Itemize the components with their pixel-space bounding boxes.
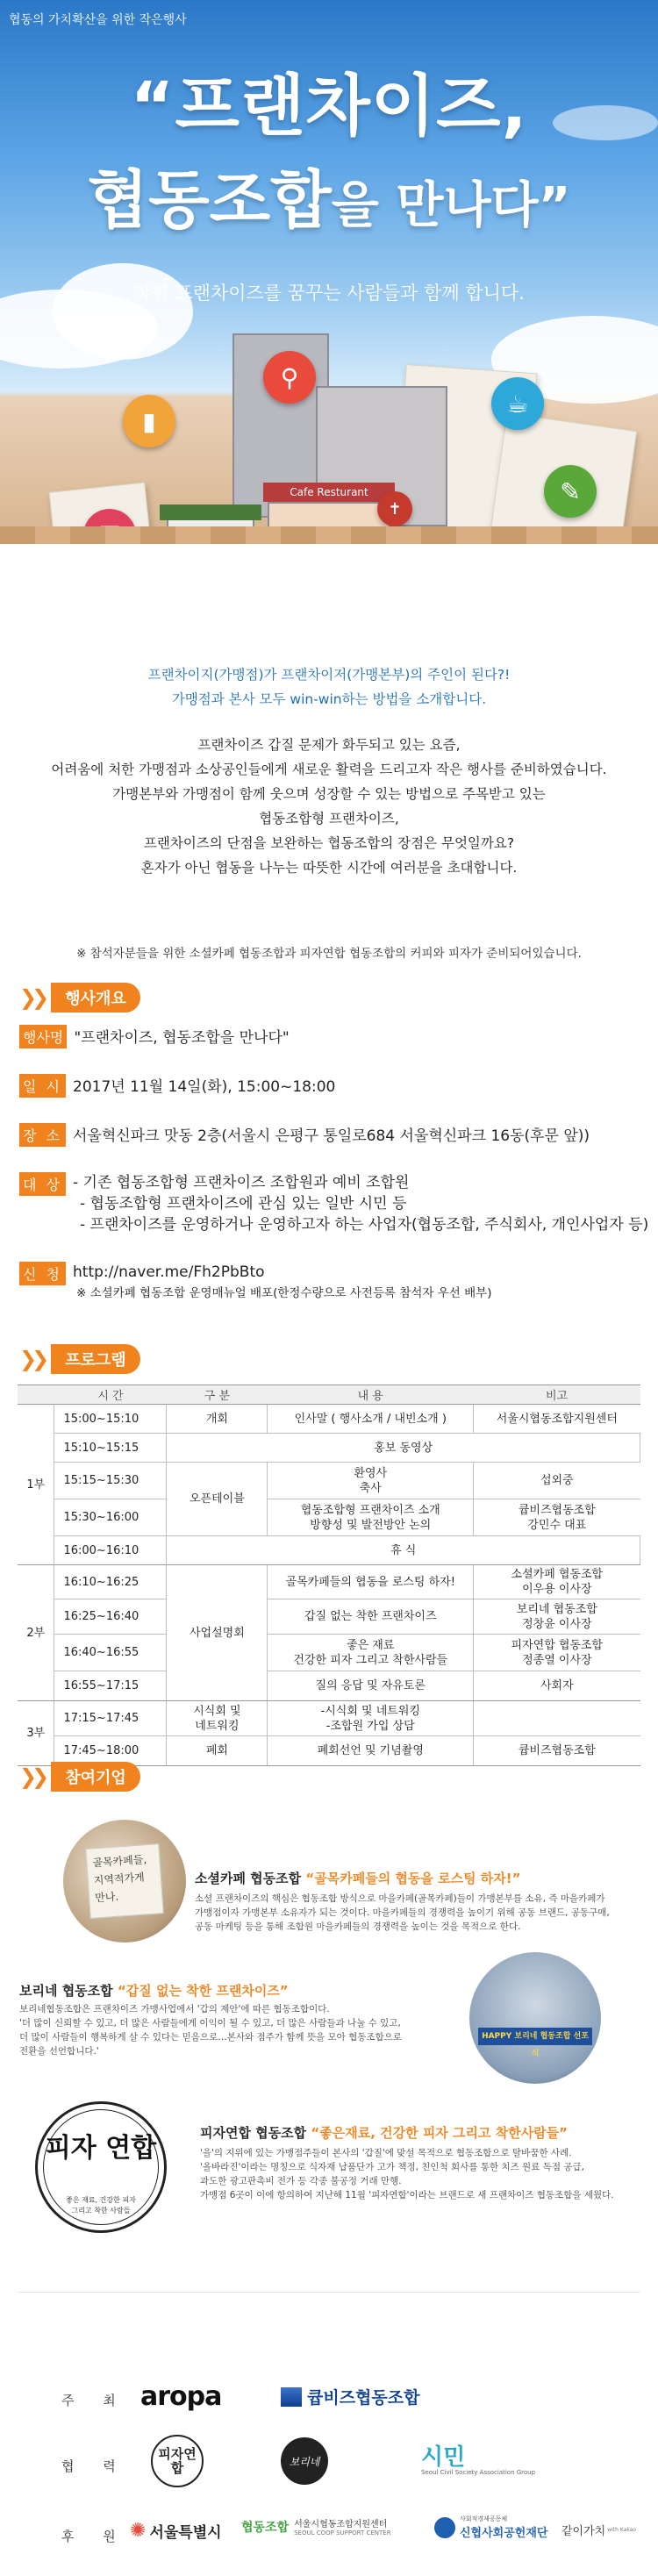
header-part [18,1385,54,1405]
refreshment-note: ※ 참석자분들을 위한 소셜카페 협동조합과 피자연합 협동조합의 커피와 피자가 준비되어있습니다. [76,947,582,961]
section-title: 참여기업 [51,1762,140,1792]
cell-time: 16:25~16:40 [54,1599,167,1635]
apply-link[interactable]: http://naver.me/Fh2PbBto [73,1263,265,1281]
cell-remark: 서울시협동조합지원센터 [474,1405,640,1434]
cell-gubun: 폐회 [167,1736,268,1766]
house-roof [160,504,261,520]
aropa-logo: aropa [140,2381,222,2412]
coffee-icon: ☕ [491,377,544,430]
chart-icon: ▮ [123,395,175,447]
part-label: 2부 [18,1565,54,1701]
section-title: 프로그램 [51,1344,140,1374]
support-label: 후 원 [61,2529,128,2544]
pizza-union-logo: 피자연합 [151,2435,204,2487]
target-item: - 협동조합형 프랜차이즈에 관심 있는 일반 시민 등 [80,1195,407,1213]
pizza-desc: '을'의 지위에 있는 가맹점주들이 본사의 '갑질'에 맞설 목적으로 협동조합으로 탈바꿈한 사례. '올바라진'이라는 명칭으로 식자재 납품단가 고가 책정, 친인척 회사를 통한 치즈 원료 독점 공급, 과도한 광고판촉비 전가 등 각종 불공정 거래 만행. 가맹점 6곳이 이에 항의하여 지난해 11월 '피자연합'이라는 브랜드로 새 프랜차이즈 협동조합을 세웠다. [200,2148,614,2200]
cell-content: 질의 응답 및 자유토론 [268,1671,474,1701]
table-row [18,1671,640,1701]
cell-content: 폐회선언 및 기념촬영 [268,1736,474,1766]
header-time: 시 간 [54,1385,167,1405]
cell-time: 15:15~15:30 [54,1463,167,1499]
host-label: 주 최 [61,2393,128,2408]
gachi-logo: 같이가치 with Kakao [561,2525,637,2538]
header-content: 내 용 [268,1385,474,1405]
fork-icon: ✝ [377,491,412,526]
chevron-right-icon: ❯❯ [19,1347,45,1371]
cell-remark: 섭외중 [474,1463,640,1499]
intro-lead-2: 가맹점과 본사 모두 win-win하는 방법을 소개합니다. [171,691,487,707]
label-apply: 신 청 [19,1262,66,1285]
cell-time: 15:10~15:15 [54,1434,167,1463]
coopbiz-icon [281,2387,302,2407]
cell-content: 골목카페들의 협동을 로스팅 하자! [268,1565,474,1599]
section-title: 행사개요 [51,983,140,1013]
cafe-sign: Cafe Resturant [263,483,395,502]
cell-remark: 큡비즈협동조합 [474,1736,640,1766]
table-row [18,1434,640,1463]
intro-paragraph: 협동조합형 프랜차이즈, [259,811,399,826]
intro-paragraph: 프랜차이즈의 단점을 보완하는 협동조합의 장점은 무엇일까요? [143,835,515,851]
header-remark: 비고 [474,1385,640,1405]
table-row [18,1536,640,1565]
social-cafe-title: 소셜카페 협동조합 “골목카페들의 협동을 로스팅 하자!” [195,1871,521,1886]
value-event-name: "프랜차이즈, 협동조합을 만나다" [74,1029,290,1047]
hero-title-line2 [0,149,658,240]
intro-paragraph: 프랜차이즈 갑질 문제가 화두되고 있는 요즘, [197,737,461,753]
search-icon: ⚲ [263,351,316,404]
intro-paragraph: 가맹본부와 가맹점이 함께 웃으며 성장할 수 있는 방법으로 주목받고 있는 [112,786,546,802]
cell-content: 좋은 재료 건강한 피자 그리고 착한사람들 [268,1635,474,1671]
table-row [18,1499,640,1536]
cell-remark: 사회자 [474,1671,640,1701]
coop-center-logo: 협동조합 서울시협동조합지원센터 SEOUL COOP SUPPORT CENTER [241,2520,391,2537]
cell-time: 16:55~17:15 [54,1671,167,1701]
cell-remark: 피자연합 협동조합 정종열 이사장 [474,1635,640,1671]
borine-title: 보리네 협동조합 “갑질 없는 착한 프랜차이즈” [19,1983,289,1999]
value-date: 2017년 11월 14일(화), 15:00~18:00 [73,1078,336,1096]
part-label: 3부 [18,1701,54,1766]
label-event-name: 행사명 [19,1025,67,1048]
hero-title-coop: 협동조합 [87,163,332,237]
cell-time: 16:00~16:10 [54,1536,167,1565]
intro-paragraph: 혼자가 아닌 협동을 나누는 따뜻한 시간에 여러분을 초대합니다. [140,860,518,876]
borine-photo [469,1952,601,2084]
cell-time: 17:45~18:00 [54,1736,167,1766]
cell-time: 17:15~17:45 [54,1701,167,1736]
hero-title-meet: 을 만나다” [331,177,571,234]
cell-gubun: 오픈테이블 [167,1463,268,1536]
value-place: 서울혁신파크 맛동 2층(서울시 은평구 통일로684 서울혁신파크 16동(후문 앞)) [73,1127,590,1145]
table-row [18,1635,640,1671]
cell-gubun: 사업설명회 [167,1565,268,1701]
label-place: 장 소 [19,1123,66,1147]
cell-remark: 소셜카페 협동조합 이우용 이사장 [474,1565,640,1599]
section-overview [19,983,140,1013]
cell-remark: 큡비즈협동조합 강민수 대표 [474,1499,640,1536]
overview-place-row [19,1123,590,1147]
pizza-logo [35,2101,167,2233]
overview-name-row [19,1025,290,1048]
coop-label: 협 력 [61,2458,128,2474]
pizza-title: 피자연합 협동조합 “좋은재료, 건강한 피자 그리고 착한사람들” [200,2125,569,2141]
borine-desc: 보리네협동조합은 프랜차이즈 가맹사업에서 '갑의 제안'에 따른 협동조합이다. '더 많이 신뢰할 수 있고, 더 많은 사람들에게 이익이 될 수 있고, 더 많은 사람들과 나눌 수 있고, 더 많이 사람들이 행복하게 살 수 있다는 믿음으로…본사와 점주가 함께 뜻을 모아 협동조합으로 전환을 선언합니다.' [19,2004,402,2057]
cloud [53,263,193,360]
hero-subtitle: 착한 프랜차이즈를 꿈꾸는 사람들과 함께 합니다. [133,283,525,304]
cell-gubun: 개회 [167,1405,268,1434]
cell-remark [474,1701,640,1736]
table-row [18,1405,640,1434]
intro-text [0,662,658,880]
apply-note: ※ 소셜카페 협동조합 운영매뉴얼 배포(한정수량으로 사전등록 참석자 우선 배부) [76,1286,492,1300]
book-cover: 골목카페들, 지역적가게 만나. [85,1843,163,1919]
shinhyup-icon [434,2517,455,2538]
seoul-logo: ✺ 서울특별시 [130,2520,222,2542]
shinhyup-logo: 사회적경제공동체 신협사회공헌재단 [434,2515,547,2540]
program-table [18,1385,640,1766]
cell-time: 15:30~16:00 [54,1499,167,1536]
pizza-logo-caption: 그리고 착한 사람들 [71,2207,131,2215]
label-target: 대 상 [19,1172,66,1196]
overview-apply-row [19,1262,492,1304]
intro-lead-1: 프랜차이지(가맹점)가 프랜차이저(가맹본부)의 주인이 된다?! [147,667,511,683]
label-date: 일 시 [19,1074,66,1098]
hero-banner [0,0,658,544]
social-cafe-desc: 소셜 프랜차이즈의 핵심은 협동조합 방식으로 마을카페(골목카페)들이 가맹본부를 소유, 즉 마을카페가 가맹점이자 가맹본부 소유자가 되는 것이다. 마을카페들의 경쟁력을 높이기 위해 공동 브랜드, 공동구매, 공동 마케팅 등을 통해 조합원 마을카페들의 경쟁력을 높이는 것을 목적으로 한다. [195,1893,610,1932]
wood-floor [0,526,658,544]
borine-logo: 보리네 [281,2437,328,2485]
intro-paragraph: 어려움에 처한 가맹점과 소상공인들에게 새로운 활력을 드리고자 작은 행사를 준비하였습니다. [51,762,607,777]
cell-content: 갑질 없는 착한 프랜차이즈 [268,1599,474,1635]
social-cafe-photo [63,1820,186,1943]
cell-content: -시식회 및 네트워킹 -조합원 가입 상담 [268,1701,474,1736]
divider [18,2292,640,2293]
cell-time: 16:10~16:25 [54,1565,167,1599]
pencil-icon: ✎ [544,465,597,518]
table-row [18,1463,640,1499]
header-gubun: 구 분 [167,1385,268,1405]
hero-title-line1: “프랜차이즈, [130,67,528,145]
simin-logo: 시민 Seoul Civil Society Association Group [421,2444,536,2476]
coopbiz-logo: 큡비즈협동조합 [281,2385,419,2408]
cell-time: 15:00~15:10 [54,1405,167,1434]
chevron-right-icon: ❯❯ [19,1764,45,1789]
table-row [18,1565,640,1599]
banner: HAPPY 보리네 협동조합 선포식 [478,2028,592,2045]
cell-content: 협동조합형 프랜차이즈 소개 방향성 및 발전방안 논의 [268,1499,474,1536]
section-program [19,1344,140,1374]
cell-remark: 보리네 협동조합 정창윤 이사장 [474,1599,640,1635]
cell-content: 홍보 동영상 [167,1434,640,1463]
cell-content: 휴 식 [167,1536,640,1565]
table-row [18,1701,640,1736]
pizza-logo-caption: 좋은 재료, 건강한 피자 [66,2196,136,2204]
cell-content: 인사말 ( 행사소개 / 내빈소개 ) [268,1405,474,1434]
chevron-right-icon: ❯❯ [19,985,45,1010]
pizza-logo-text: 피자 연합 [45,2133,157,2164]
event-topline: 협동의 가치확산을 위한 작은행사 [9,13,187,27]
target-item: - 기존 협동조합형 프랜차이즈 조합원과 예비 조합원 [73,1174,410,1191]
section-participants [19,1762,140,1792]
cell-gubun: 시식회 및 네트워킹 [167,1701,268,1736]
cell-time: 16:40~16:55 [54,1635,167,1671]
cell-content: 환영사 축사 [268,1463,474,1499]
overview-target-row [19,1172,648,1235]
target-item: - 프랜차이즈를 운영하거나 운영하고자 하는 사업자(협동조합, 주식회사, 개인사업자 등) [80,1216,649,1234]
part-label: 1부 [18,1405,54,1565]
overview-date-row [19,1074,335,1098]
seoul-icon: ✺ [130,2520,147,2542]
table-row [18,1599,640,1635]
